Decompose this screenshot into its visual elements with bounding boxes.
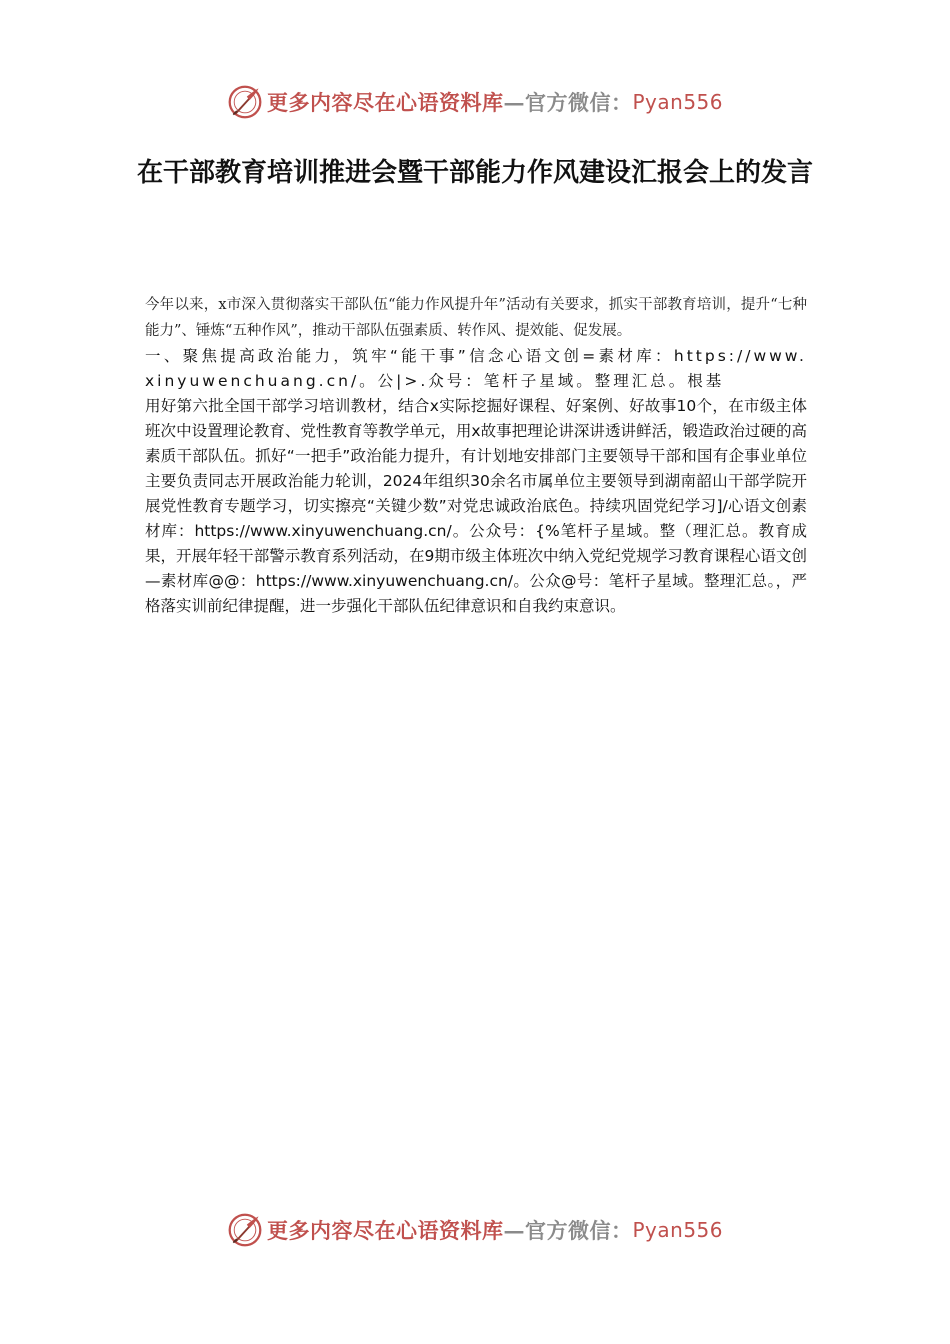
banner-wechat-label: —官方微信： xyxy=(503,90,633,115)
banner-wechat-label: —官方微信： xyxy=(503,1218,633,1243)
quill-pen-logo-icon xyxy=(227,1212,263,1248)
banner-site-text: 更多内容尽在心语资料库 xyxy=(266,90,504,115)
document-title: 在干部教育培训推进会暨干部能力作风建设汇报会上的发言 xyxy=(136,158,813,188)
footer-banner xyxy=(0,1208,950,1252)
document-body xyxy=(145,292,807,619)
intro-paragraph: 今年以来，x市深入贯彻落实干部队伍“能力作风提升年”活动有关要求，抓实干部教育培训，提升“七种能力”、锤炼“五种作风”，推动干部队伍强素质、转作风、提效能、促发展。 xyxy=(145,297,807,339)
section-heading: 一、聚焦提高政治能力，筑牢“能干事”信念心语文创=素材库：https://www.xinyuwenchuang.cn/。公|>.众号：笔杆子星域。整理汇总。根基 xyxy=(145,347,807,390)
header-banner xyxy=(0,80,950,124)
section-body-text: 用好第六批全国干部学习培训教材，结合x实际挖掘好课程、好案例、好故事10个，在市级主体班次中设置理论教育、党性教育等教学单元，用x故事把理论讲深讲透讲鲜活，锻造政治过硬的高素质干部队伍。抓好“一把手”政治能力提升，有计划地安排部门主要领导干部和国有企事业单位主要负责同志开展政治能力轮训，2024年组织30余名市属单位主要领导到湖南韶山干部学院开展党性教育专题学习，切实擦亮“关键少数”对党忠诚政治底色。持续巩固党纪学习]/心语文创素材库：https://www.xinyuwenchuang.cn/。公众号：{%笔杆子星域。整（理汇总。教育成果，开展年轻干部警示教育系列活动，在9期市级主体班次中纳入党纪党规学习教育课程心语文创—素材库@@：https://www.xinyuwenchuang.cn/。公众@号：笔杆子星域。整理汇总。，严格落实训前纪律提醒，进一步强化干部队伍纪律意识和自我约束意识。 xyxy=(145,397,807,615)
banner-site-text: 更多内容尽在心语资料库 xyxy=(266,1218,504,1243)
quill-pen-logo-icon xyxy=(227,84,263,120)
section-one-paragraph xyxy=(145,344,807,619)
banner-wechat-id: Pyan556 xyxy=(632,90,723,114)
banner-wechat-id: Pyan556 xyxy=(632,1218,723,1242)
